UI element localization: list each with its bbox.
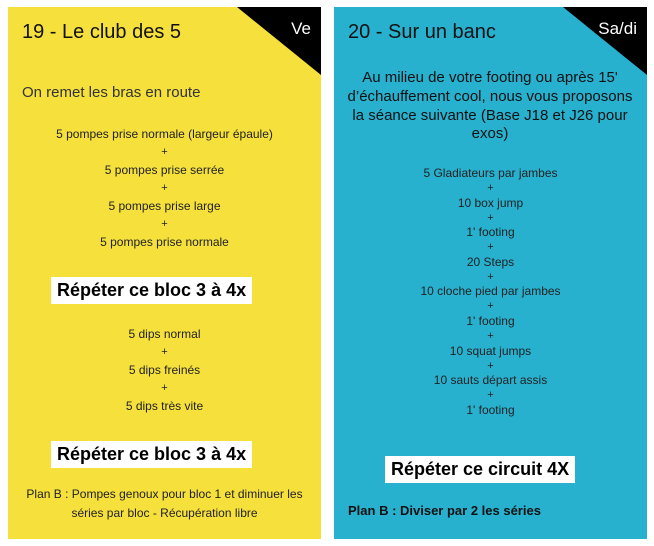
exercise-line: 5 dips freinés	[128, 363, 201, 377]
plus-sign: +	[487, 270, 494, 283]
plus-sign: +	[161, 182, 168, 194]
plus-sign: +	[161, 346, 168, 358]
card-sur-un-banc	[334, 7, 647, 539]
plus-sign: +	[487, 182, 494, 194]
exercise-line: 1' footing	[466, 313, 515, 328]
plus-sign: +	[161, 382, 168, 394]
exercise-line: 10 squat jumps	[449, 343, 532, 358]
exercise-block-1	[8, 126, 321, 250]
plus-sign: +	[487, 389, 494, 402]
day-label: Ve	[291, 19, 311, 38]
card-title: 20 - Sur un banc	[348, 21, 496, 43]
exercise-line: 5 pompes prise large	[108, 199, 221, 213]
plus-sign: +	[487, 211, 494, 224]
circuit-list	[334, 166, 647, 418]
card-club-des-5	[8, 7, 321, 539]
repeat-badge-1: Répéter ce bloc 3 à 4x	[51, 277, 252, 304]
exercise-block-2	[8, 326, 321, 414]
exercise-line: 5 pompes prise normale	[100, 235, 229, 249]
card-title: 19 - Le club des 5	[22, 21, 181, 43]
day-corner-badge	[237, 7, 321, 75]
exercise-line: 10 cloche pied par jambes	[420, 284, 561, 299]
plus-sign: +	[161, 218, 168, 230]
day-label: Sa/di	[598, 19, 637, 38]
plus-sign: +	[487, 329, 494, 342]
day-corner-badge	[563, 7, 647, 75]
plus-sign: +	[161, 146, 168, 158]
plan-b-note: Plan B : Diviser par 2 les séries	[348, 503, 541, 518]
exercise-line: 20 Steps	[466, 254, 515, 269]
exercise-line: 10 sauts départ assis	[433, 373, 548, 388]
exercise-line: 5 dips très vite	[125, 399, 204, 413]
card-subtitle: On remet les bras en route	[22, 84, 201, 101]
plus-sign: +	[487, 300, 494, 313]
plus-sign: +	[487, 359, 494, 372]
repeat-badge: Répéter ce circuit 4X	[385, 456, 575, 483]
exercise-line: 1' footing	[466, 402, 515, 417]
exercise-line: 1' footing	[466, 225, 515, 240]
plus-sign: +	[487, 241, 494, 254]
exercise-line: 5 pompes prise serrée	[104, 163, 225, 177]
repeat-badge-2: Répéter ce bloc 3 à 4x	[51, 441, 252, 468]
plan-b-note: Plan B : Pompes genoux pour bloc 1 et diminuer les séries par bloc - Récupération libre	[26, 487, 303, 520]
exercise-line: 5 Gladiateurs par jambes	[423, 166, 558, 180]
exercise-line: 10 box jump	[457, 195, 524, 210]
exercise-line: 5 dips normal	[128, 327, 201, 341]
exercise-line: 5 pompes prise normale (largeur épaule)	[56, 127, 273, 141]
card-intro: Au milieu de votre footing ou après 15' d’échauffement cool, nous vous proposons la séance suivante (Base J18 et J26 pour exos)	[347, 69, 633, 143]
